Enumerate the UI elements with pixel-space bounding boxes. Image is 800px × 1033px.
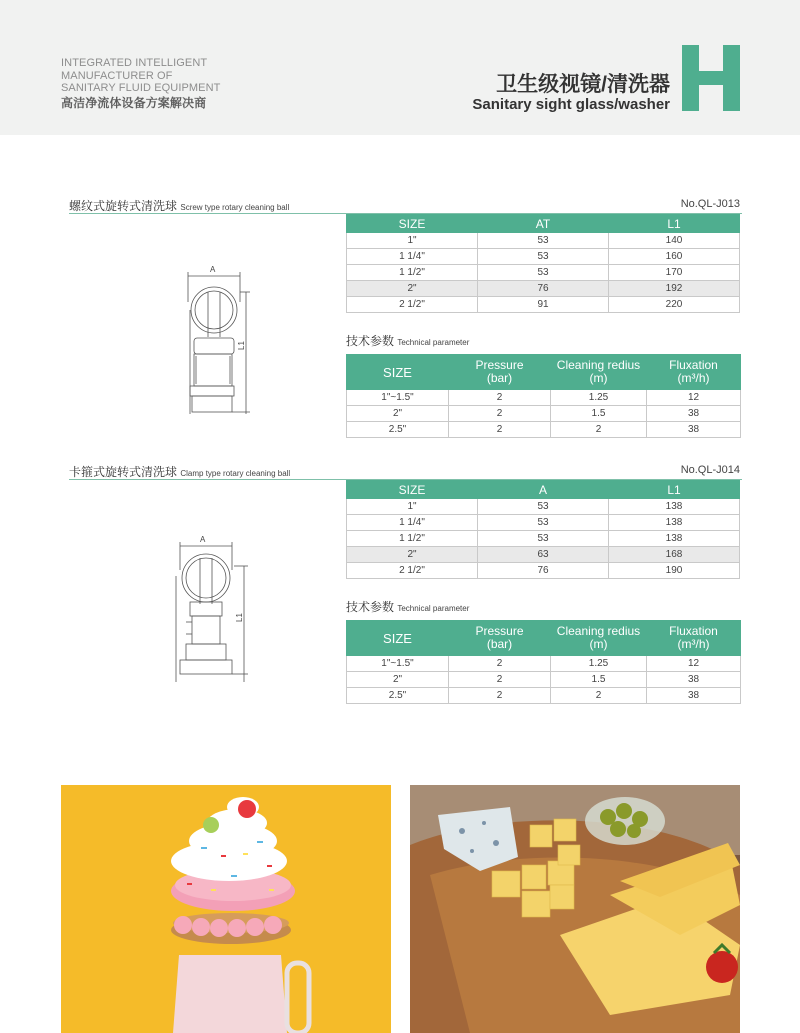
cell: 1" bbox=[347, 499, 478, 515]
section2-code: No.QL-J014 bbox=[680, 464, 740, 476]
cell: 138 bbox=[609, 531, 740, 547]
brand-line-3: SANITARY FLUID EQUIPMENT bbox=[61, 82, 221, 94]
col-l1: L1 bbox=[609, 481, 740, 499]
tech-title-cn: 技术参数 bbox=[346, 600, 395, 614]
table-row bbox=[347, 672, 741, 688]
cell: 2 bbox=[449, 656, 551, 672]
milkshake-illustration bbox=[61, 785, 391, 1033]
cell: 168 bbox=[609, 547, 740, 563]
cell: 2" bbox=[347, 281, 478, 297]
table-row bbox=[347, 547, 740, 563]
table-row bbox=[347, 563, 740, 579]
section-letter-h bbox=[682, 45, 740, 111]
cell: 140 bbox=[609, 233, 740, 249]
table-header-row bbox=[347, 481, 740, 499]
cell: 190 bbox=[609, 563, 740, 579]
col-fluxation: Fluxation (m³/h) bbox=[647, 621, 741, 656]
table-row bbox=[347, 515, 740, 531]
cell: 53 bbox=[478, 265, 609, 281]
section2-tech-title bbox=[346, 598, 469, 615]
section2-spec-table bbox=[346, 480, 740, 579]
clamp-cleaning-ball-drawing bbox=[168, 536, 258, 688]
cell: 38 bbox=[647, 672, 741, 688]
col-cleaning-radius: Cleaning redius (m) bbox=[551, 355, 647, 390]
table-row bbox=[347, 265, 740, 281]
tech-title-en: Technical parameter bbox=[397, 338, 470, 347]
col-l1: L1 bbox=[609, 215, 740, 233]
cell: 2 bbox=[449, 688, 551, 704]
cell: 192 bbox=[609, 281, 740, 297]
brand-line-2: MANUFACTURER OF bbox=[61, 69, 173, 82]
cell: 1 1/2" bbox=[347, 531, 478, 547]
milkshake-photo bbox=[61, 785, 391, 1033]
table-row bbox=[347, 688, 741, 704]
cell: 2 bbox=[449, 390, 551, 406]
cell: 2 1/2" bbox=[347, 297, 478, 313]
cell: 76 bbox=[478, 563, 609, 579]
cell: 53 bbox=[478, 515, 609, 531]
col-size: SIZE bbox=[347, 481, 478, 499]
cell: 1.25 bbox=[551, 656, 647, 672]
table-header-row bbox=[347, 355, 741, 390]
table-row bbox=[347, 249, 740, 265]
table-row bbox=[347, 422, 741, 438]
cheese-board-photo bbox=[410, 785, 740, 1033]
cell: 220 bbox=[609, 297, 740, 313]
dimension-label-a: A bbox=[210, 265, 216, 274]
table-header-row bbox=[347, 215, 740, 233]
cell: 1.5 bbox=[551, 672, 647, 688]
cell: 1 1/2" bbox=[347, 265, 478, 281]
col-at: AT bbox=[478, 215, 609, 233]
col-size: SIZE bbox=[347, 621, 449, 656]
table-row bbox=[347, 656, 741, 672]
table-header-row bbox=[347, 621, 741, 656]
section2-title bbox=[69, 463, 290, 480]
cell: 38 bbox=[647, 406, 741, 422]
table-row bbox=[347, 499, 740, 515]
section1-code: No.QL-J013 bbox=[680, 198, 740, 210]
cheese-board-illustration bbox=[410, 785, 740, 1033]
cell: 1" bbox=[347, 233, 478, 249]
cell: 53 bbox=[478, 233, 609, 249]
section2-tech-table bbox=[346, 620, 741, 704]
table-row bbox=[347, 406, 741, 422]
table-row bbox=[347, 297, 740, 313]
section1-title bbox=[69, 197, 289, 214]
cell: 2" bbox=[347, 406, 449, 422]
cell: 2.5" bbox=[347, 422, 449, 438]
cell: 2 bbox=[551, 688, 647, 704]
dimension-label-l1: L1 bbox=[235, 613, 244, 622]
dimension-label-l1: L1 bbox=[237, 341, 246, 350]
screw-cleaning-ball-drawing bbox=[180, 262, 260, 422]
section1-spec-table bbox=[346, 214, 740, 313]
cell: 2 1/2" bbox=[347, 563, 478, 579]
section1-title-en: Screw type rotary cleaning ball bbox=[180, 203, 290, 212]
cell: 53 bbox=[478, 249, 609, 265]
section1-title-cn: 螺纹式旋转式清洗球 bbox=[69, 199, 178, 213]
cell: 76 bbox=[478, 281, 609, 297]
cell: 1"~1.5" bbox=[347, 656, 449, 672]
col-size: SIZE bbox=[347, 215, 478, 233]
page-title-en: Sanitary sight glass/washer bbox=[472, 96, 670, 113]
cell: 170 bbox=[609, 265, 740, 281]
cell: 1 1/4" bbox=[347, 515, 478, 531]
col-cleaning-radius: Cleaning redius (m) bbox=[551, 621, 647, 656]
cell: 138 bbox=[609, 499, 740, 515]
page-title-cn: 卫生级视镜/清洗器 bbox=[496, 73, 670, 96]
tech-title-cn: 技术参数 bbox=[346, 334, 395, 348]
col-size: SIZE bbox=[347, 355, 449, 390]
cell: 2 bbox=[449, 672, 551, 688]
table-row bbox=[347, 531, 740, 547]
cell: 138 bbox=[609, 515, 740, 531]
cell: 2.5" bbox=[347, 688, 449, 704]
dimension-label-a: A bbox=[200, 536, 206, 544]
cell: 38 bbox=[647, 422, 741, 438]
cell: 63 bbox=[478, 547, 609, 563]
cell: 2" bbox=[347, 672, 449, 688]
cell: 1 1/4" bbox=[347, 249, 478, 265]
col-a: A bbox=[478, 481, 609, 499]
table-row bbox=[347, 390, 741, 406]
col-fluxation: Fluxation (m³/h) bbox=[647, 355, 741, 390]
cell: 2 bbox=[551, 422, 647, 438]
cell: 1.25 bbox=[551, 390, 647, 406]
page-header bbox=[0, 0, 800, 135]
cell: 38 bbox=[647, 688, 741, 704]
cell: 160 bbox=[609, 249, 740, 265]
cell: 53 bbox=[478, 531, 609, 547]
brand-line-1: INTEGRATED INTELLIGENT bbox=[61, 57, 208, 69]
cell: 2" bbox=[347, 547, 478, 563]
table-row bbox=[347, 281, 740, 297]
section1-tech-table bbox=[346, 354, 741, 438]
brand-cn: 高洁净流体设备方案解决商 bbox=[61, 95, 207, 110]
section1-tech-title bbox=[346, 332, 469, 349]
cell: 12 bbox=[647, 390, 741, 406]
section2-title-en: Clamp type rotary cleaning ball bbox=[180, 469, 291, 478]
cell: 1.5 bbox=[551, 406, 647, 422]
cell: 2 bbox=[449, 406, 551, 422]
col-pressure: Pressure (bar) bbox=[449, 621, 551, 656]
cell: 91 bbox=[478, 297, 609, 313]
col-pressure: Pressure (bar) bbox=[449, 355, 551, 390]
cell: 2 bbox=[449, 422, 551, 438]
brand-block bbox=[61, 57, 220, 109]
cell: 1"~1.5" bbox=[347, 390, 449, 406]
table-row bbox=[347, 233, 740, 249]
tech-title-en: Technical parameter bbox=[397, 604, 470, 613]
cell: 53 bbox=[478, 499, 609, 515]
cell: 12 bbox=[647, 656, 741, 672]
section2-title-cn: 卡箍式旋转式清洗球 bbox=[69, 465, 178, 479]
